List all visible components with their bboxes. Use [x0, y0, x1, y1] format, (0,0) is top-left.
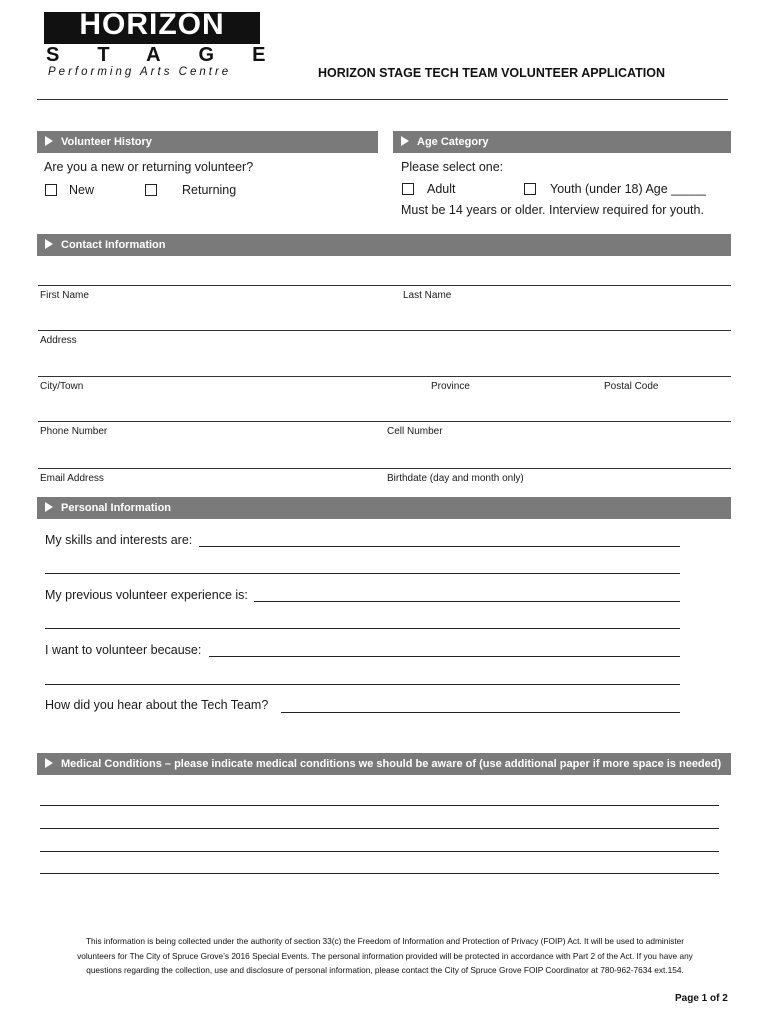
age-prompt: Please select one: [401, 160, 504, 174]
youth-checkbox[interactable] [524, 183, 536, 195]
age-note: Must be 14 years or older. Interview required for youth. [401, 203, 704, 217]
field-line-city [38, 376, 731, 377]
horizon-stage-logo [44, 8, 304, 80]
skills-line-2[interactable] [45, 573, 680, 574]
triangle-right-icon [45, 758, 53, 768]
section-bar-contact-information [37, 234, 731, 256]
email-label: Email Address [40, 473, 104, 484]
adult-label: Adult [427, 182, 456, 196]
new-volunteer-checkbox[interactable] [45, 184, 57, 196]
foip-line: volunteers for The City of Spruce Grove’s 2016 Special Events. The personal information provided will be protected in accordance with Part 2 of the Act. If you have any [77, 950, 693, 961]
returning-volunteer-label: Returning [182, 183, 237, 197]
last-name-label: Last Name [403, 290, 452, 301]
medical-line-2[interactable] [40, 828, 719, 829]
field-line-phone [38, 421, 731, 422]
foip-line: questions regarding the collection, use and disclosure of personal information, please contact the City of Spruce Grove FOIP Coordinator at 780-962-7634 ext.154. [86, 965, 684, 975]
volunteer-question: Are you a new or returning volunteer? [44, 160, 254, 174]
section-heading: Age Category [417, 136, 489, 148]
skills-label: My skills and interests are: [45, 533, 193, 547]
experience-label: My previous volunteer experience is: [45, 588, 248, 602]
address-label: Address [40, 335, 77, 346]
document-title: HORIZON STAGE TECH TEAM VOLUNTEER APPLICATION [318, 66, 665, 80]
logo-tagline: Performing Arts Centre [48, 66, 232, 78]
province-label: Province [431, 381, 470, 392]
postal-code-label: Postal Code [604, 381, 659, 392]
page-number: Page 1 of 2 [675, 993, 728, 1004]
heard-line[interactable] [281, 712, 680, 713]
heard-label: How did you hear about the Tech Team? [45, 698, 269, 712]
section-bar-volunteer-history [37, 131, 378, 153]
adult-checkbox[interactable] [402, 183, 414, 195]
skills-line[interactable] [199, 546, 680, 547]
foip-line: This information is being collected under the authority of section 33(c) the Freedom of Information and Protection of Privacy (FOIP) Act. It will be used to administer [85, 936, 685, 946]
youth-label: Youth (under 18) Age _____ [550, 182, 706, 196]
new-volunteer-label: New [69, 183, 95, 197]
field-line-name [38, 285, 731, 286]
medical-line-1[interactable] [40, 805, 719, 806]
section-heading: Medical Conditions – please indicate medical conditions we should be aware of (use additional paper if more space is needed) [61, 758, 722, 770]
first-name-label: First Name [40, 290, 89, 301]
birthdate-label: Birthdate (day and month only) [387, 473, 524, 484]
triangle-right-icon [45, 502, 53, 512]
section-bar-age-category [393, 131, 731, 153]
section-heading: Personal Information [61, 502, 172, 514]
section-heading: Volunteer History [61, 136, 152, 148]
section-bar-medical-conditions [37, 753, 731, 775]
section-bar-personal-information [37, 497, 731, 519]
triangle-right-icon [45, 136, 53, 146]
because-line-2[interactable] [45, 684, 680, 685]
section-heading: Contact Information [61, 239, 166, 251]
phone-label: Phone Number [40, 426, 108, 437]
returning-volunteer-checkbox[interactable] [145, 184, 157, 196]
title-rule [37, 99, 728, 100]
logo-word-stage: STAGE [46, 44, 304, 66]
experience-line-2[interactable] [45, 628, 680, 629]
medical-line-3[interactable] [40, 851, 719, 852]
cell-label: Cell Number [387, 426, 443, 437]
triangle-right-icon [45, 239, 53, 249]
field-line-address [38, 330, 731, 331]
city-label: City/Town [40, 381, 84, 392]
logo-word-horizon: HORIZON [79, 8, 225, 41]
experience-line[interactable] [254, 601, 680, 602]
because-line[interactable] [209, 656, 680, 657]
medical-line-4[interactable] [40, 873, 719, 874]
because-label: I want to volunteer because: [45, 643, 202, 657]
field-line-email [38, 468, 731, 469]
triangle-right-icon [401, 136, 409, 146]
foip-notice [40, 934, 730, 978]
